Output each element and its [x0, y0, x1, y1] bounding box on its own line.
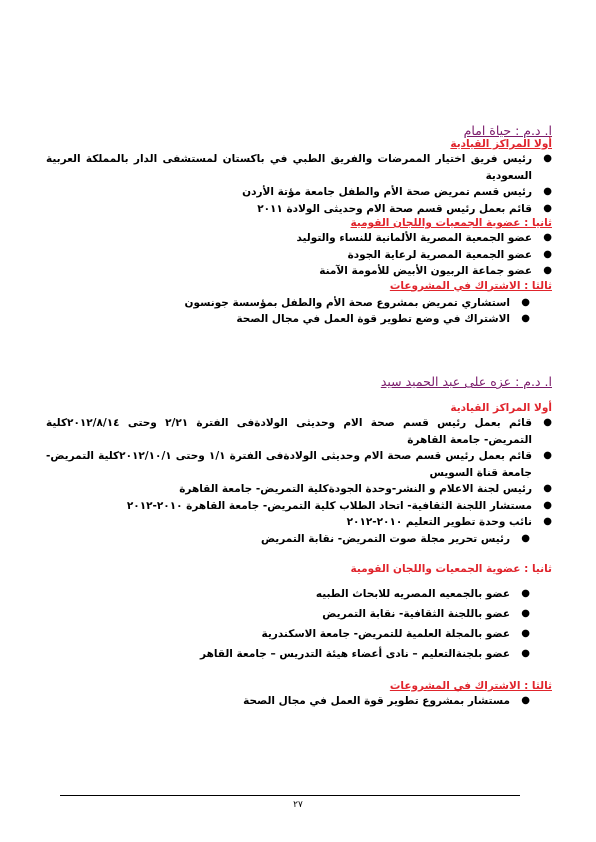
list-item: ● رئيس تحرير مجلة صوت التمريض- نقابة التمريض — [260, 532, 530, 545]
section-title-leadership: أولا المراكز القيادية — [450, 402, 552, 414]
memberships-list — [46, 230, 552, 280]
list-item: ● عضو الجمعية المصرية الألمانية للنساء والتوليد — [296, 232, 552, 244]
list-item: ● رئيس قسم تمريض صحة الأم والطفل جامعة مؤتة الأردن — [242, 186, 552, 198]
section-title-projects: ثالثا : الاشتراك في المشروعات — [389, 680, 552, 692]
list-item: ● نائب وحدة تطوير التعليم ٢٠١٠-٢٠١٢ — [346, 516, 552, 528]
leadership-list — [46, 415, 552, 547]
section-title-memberships: ثانيا : عضوية الجمعيات واللجان القومية — [350, 217, 552, 229]
footer-divider — [60, 795, 520, 796]
section-title-projects: ثالثا : الاشتراك في المشروعات — [389, 279, 552, 292]
person-name: ا. د.م : عزه على عبد الحميد سيد — [380, 374, 552, 389]
list-item: ● قائم بعمل رئيس قسم صحة الام وحديثى الولادةفى الفترة ٢/٢١ وحتى ٢٠١٢/٨/١٤كلية التمريض- جامعة القاهرة — [46, 417, 552, 446]
person-name: ا. د.م : حياة امام — [463, 123, 552, 138]
profile-azza-ali — [46, 374, 552, 710]
projects-list — [46, 295, 552, 328]
list-item: ● قائم بعمل رئيس قسم صحة الام وحديثى الولادةفى الفترة ١/١ وحتى ٢٠١٢/١٠/١كلية التمريض- جامعة قناة السويس — [46, 450, 552, 479]
list-item: ● رئيس فريق اختيار الممرضات والفريق الطبي في باكستان لمستشفى الدار بالمملكة العربية السعودية — [46, 153, 552, 182]
list-item: ● رئيس لجنة الاعلام و النشر-وحدة الجودةكلية التمريض- جامعة القاهرة — [179, 483, 552, 495]
list-item: ● عضو بلجنةالتعليم – نادى أعضاء هيئة التدريس – جامعة القاهر — [200, 648, 530, 660]
list-item: ● استشاري تمريض بمشروع صحة الأم والطفل بمؤسسة جونسون — [184, 296, 530, 309]
list-item: ● عضو بالمجلة العلمية للتمريض- جامعة الاسكندرية — [261, 628, 530, 640]
leadership-list — [46, 151, 552, 217]
list-item: ● مستشار بمشروع تطوير قوة العمل في مجال الصحة — [243, 695, 530, 707]
list-item: ● قائم بعمل رئيس قسم صحة الام وحديثى الولادة ٢٠١١ — [257, 202, 552, 215]
list-item: ● عضو بالجمعيه المصريه للابحاث الطبيه — [315, 588, 530, 600]
memberships-list — [46, 584, 552, 664]
list-item: ● عضو الجمعية المصرية لرعاية الجودة — [347, 248, 552, 261]
list-item: ● الاشتراك في وضع تطوير قوة العمل في مجال الصحة — [236, 313, 530, 325]
list-item: ● عضو باللجنة الثقافية- نقابة التمريض — [322, 608, 530, 620]
section-title-memberships: ثانيا : عضوية الجمعيات واللجان القومية — [350, 563, 552, 575]
list-item: ● عضو جماعة الربيون الأبيض للأمومة الآمنة — [319, 265, 552, 277]
list-item: ● مستشار اللجنة الثقافية- اتحاد الطلاب كلية التمريض- جامعة القاهرة ٢٠١٠-٢٠١٢ — [126, 499, 552, 512]
page-number: ٢٧ — [293, 800, 303, 810]
section-title-leadership: أولا المراكز القيادية — [450, 138, 552, 150]
profile-hayat-imam — [46, 123, 552, 328]
projects-list — [46, 693, 552, 710]
